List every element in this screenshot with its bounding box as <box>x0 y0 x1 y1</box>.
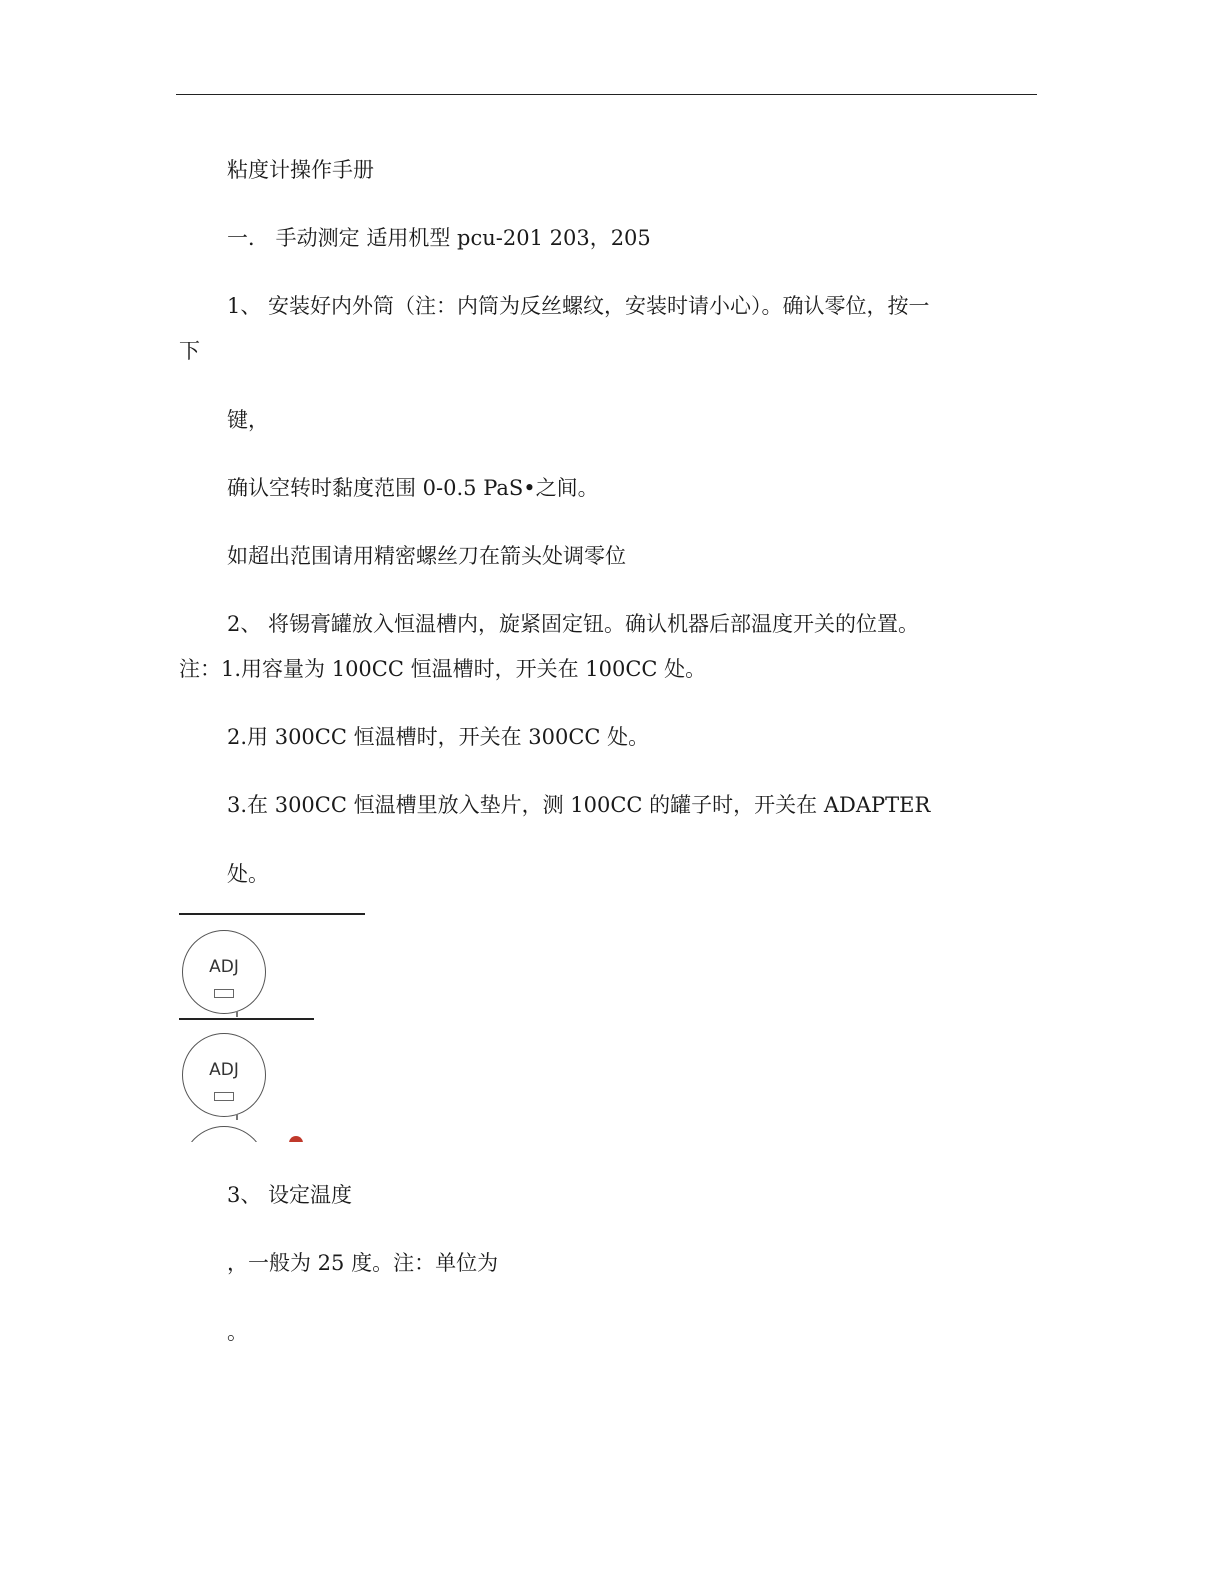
header-rule <box>176 94 1037 95</box>
step-1-continuation: 下 <box>179 339 200 363</box>
figure-rule-middle <box>179 1018 314 1020</box>
adj-dial-1-label: ADJ <box>209 957 239 977</box>
figure-rule-top <box>179 913 365 915</box>
step-3-unit-text: 。 <box>227 1320 248 1344</box>
step-1-text: 1、 安装好内外筒（注：内筒为反丝螺纹，安装时请小心）。确认零位，按一 <box>227 294 930 318</box>
adj-dial-1 <box>182 930 266 1014</box>
adj-dial-2 <box>182 1033 266 1117</box>
dial-tick-icon <box>236 1011 238 1017</box>
step-1-key-text: 键， <box>227 408 269 432</box>
step-2-note-1: 注：1.用容量为 100CC 恒温槽时，开关在 100CC 处。 <box>179 657 707 681</box>
step-3-temperature-text: ，一般为 25 度。注：单位为 <box>227 1251 499 1275</box>
step-1-zero-adjust-text: 如超出范围请用精密螺丝刀在箭头处调零位 <box>227 544 626 568</box>
red-marker-icon <box>289 1136 305 1142</box>
step-2-note-2: 2.用 300CC 恒温槽时，开关在 300CC 处。 <box>227 725 650 749</box>
dial-tick-icon <box>236 1114 238 1120</box>
step-1-range-text: 确认空转时黏度范围 0-0.5 PaS•之间。 <box>227 476 599 500</box>
dial-outline-icon <box>182 1126 266 1142</box>
dial-3-partial <box>180 1126 270 1142</box>
step-2-note-3: 3.在 300CC 恒温槽里放入垫片，测 100CC 的罐子时，开关在 ADAPTER <box>227 793 931 817</box>
section-1-heading: 一． 手动测定 适用机型 pcu-201 203，205 <box>227 226 651 250</box>
step-3-text: 3、 设定温度 <box>227 1183 353 1207</box>
adjust-slot-icon <box>214 1092 234 1101</box>
adj-dial-2-label: ADJ <box>209 1060 239 1080</box>
document-title: 粘度计操作手册 <box>227 158 374 182</box>
adjust-slot-icon <box>214 989 234 998</box>
step-2-text: 2、 将锡膏罐放入恒温槽内，旋紧固定钮。确认机器后部温度开关的位置。 <box>227 612 920 636</box>
step-2-note-3-continuation: 处。 <box>227 862 269 886</box>
